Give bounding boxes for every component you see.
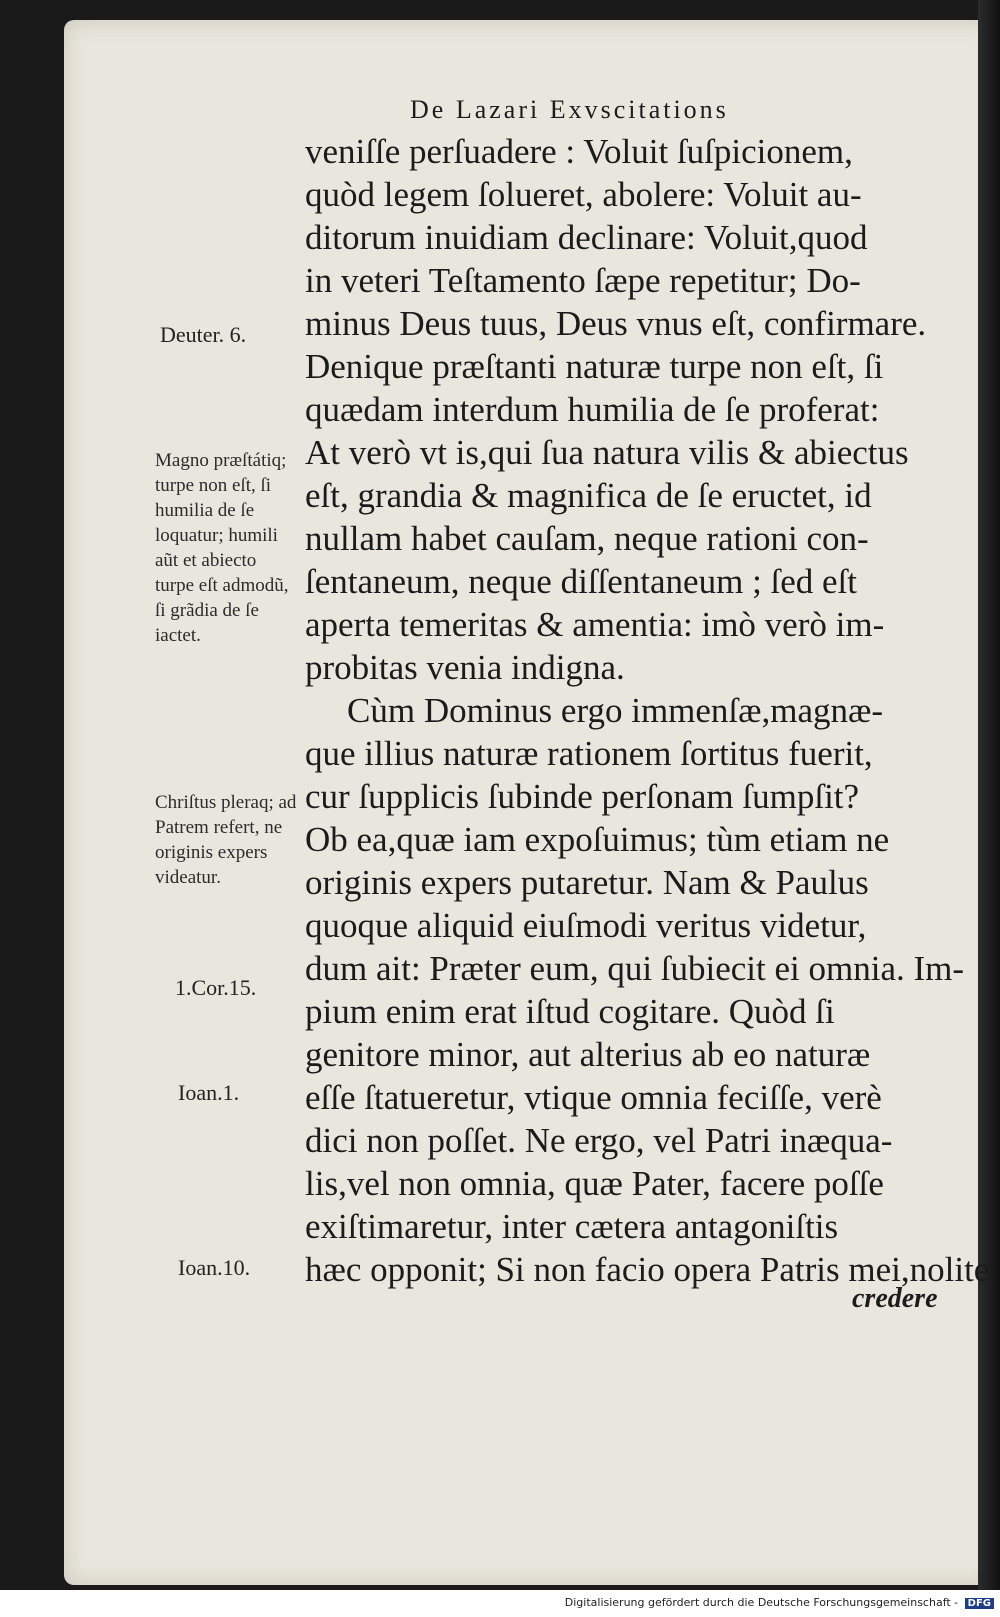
text-line: hæc opponit; Si non facio opera Patris mei,nolite bbox=[305, 1250, 990, 1289]
text-line: veniſſe perſuadere : Voluit ſuſpicionem, bbox=[305, 132, 853, 171]
book-binding-edge bbox=[978, 0, 1000, 1590]
footer-text: Digitalisierung gefördert durch die Deutsche Forschungsgemeinschaft - bbox=[564, 1596, 959, 1609]
text-line: exiſtimaretur, inter cætera antagoniſtis bbox=[305, 1207, 839, 1246]
text-line: in veteri Teſtamento ſæpe repetitur; Do- bbox=[305, 261, 861, 300]
text-line: cur ſupplicis ſubinde perſonam ſumpſit? bbox=[305, 777, 860, 816]
text-line: dici non poſſet. Ne ergo, vel Patri inæqua- bbox=[305, 1121, 893, 1160]
text-line: quoque aliquid eiuſmodi veritus videtur, bbox=[305, 906, 867, 945]
text-line: At verò vt is,qui ſua natura vilis & abiectus bbox=[305, 433, 909, 472]
text-line: que illius naturæ rationem ſortitus fuerit, bbox=[305, 734, 873, 773]
text-line: Ob ea,quæ iam expoſuimus; tùm etiam ne bbox=[305, 820, 890, 859]
text-line: aperta temeritas & amentia: imò verò im- bbox=[305, 605, 885, 644]
margin-reference-ioan: Ioan.10. bbox=[178, 1255, 251, 1280]
text-line: Cùm Dominus ergo immenſæ,magnæ- bbox=[347, 691, 884, 730]
dfg-logo: DFG bbox=[965, 1598, 994, 1609]
text-line: quædam interdum humilia de ſe proferat: bbox=[305, 390, 880, 429]
text-line: lis,vel non omnia, quæ Pater, facere poſſe bbox=[305, 1164, 884, 1203]
text-line: eſt, grandia & magnifica de ſe eructet, id bbox=[305, 476, 872, 515]
text-line: eſſe ſtatueretur, vtique omnia feciſſe, verè bbox=[305, 1078, 882, 1117]
text-line: nullam habet cauſam, neque rationi con- bbox=[305, 519, 869, 558]
text-line: minus Deus tuus, Deus vnus eſt, confirmare. bbox=[305, 304, 927, 343]
digitization-footer bbox=[565, 1596, 994, 1609]
text-line: ditorum inuidiam declinare: Voluit,quod bbox=[305, 218, 868, 257]
text-line: pium enim erat iſtud cogitare. Quòd ſi bbox=[305, 992, 835, 1031]
margin-reference-cor: 1.Cor.15. bbox=[175, 975, 257, 1000]
text-line: quòd legem ſolueret, abolere: Voluit au- bbox=[305, 175, 862, 214]
catchword: credere bbox=[852, 1283, 938, 1314]
margin-reference-ioan: Ioan.1. bbox=[178, 1080, 240, 1105]
text-line: dum ait: Præter eum, qui ſubiecit ei omnia. Im- bbox=[305, 949, 965, 988]
text-line: originis expers putaretur. Nam & Paulus bbox=[305, 863, 869, 902]
margin-note: Magno præſtátiq; turpe non eſt, ſi humilia de ſe loquatur; humili aũt et abiecto turpe eſt admodũ, ſi grãdia de ſe iactet. bbox=[155, 450, 289, 646]
text-line: ſentaneum, neque diſſentaneum ; ſed eſt bbox=[305, 562, 858, 601]
text-line: Denique præſtanti naturæ turpe non eſt, ſi bbox=[305, 347, 884, 386]
running-head: De Lazari Exvscitations bbox=[410, 95, 729, 124]
margin-note: Chriſtus pleraq; ad Patrem refert, ne originis expers videatur. bbox=[155, 792, 297, 888]
text-line: probitas venia indigna. bbox=[305, 648, 625, 687]
text-line: genitore minor, aut alterius ab eo naturæ bbox=[305, 1035, 871, 1074]
margin-reference-deuter: Deuter. 6. bbox=[160, 322, 247, 347]
